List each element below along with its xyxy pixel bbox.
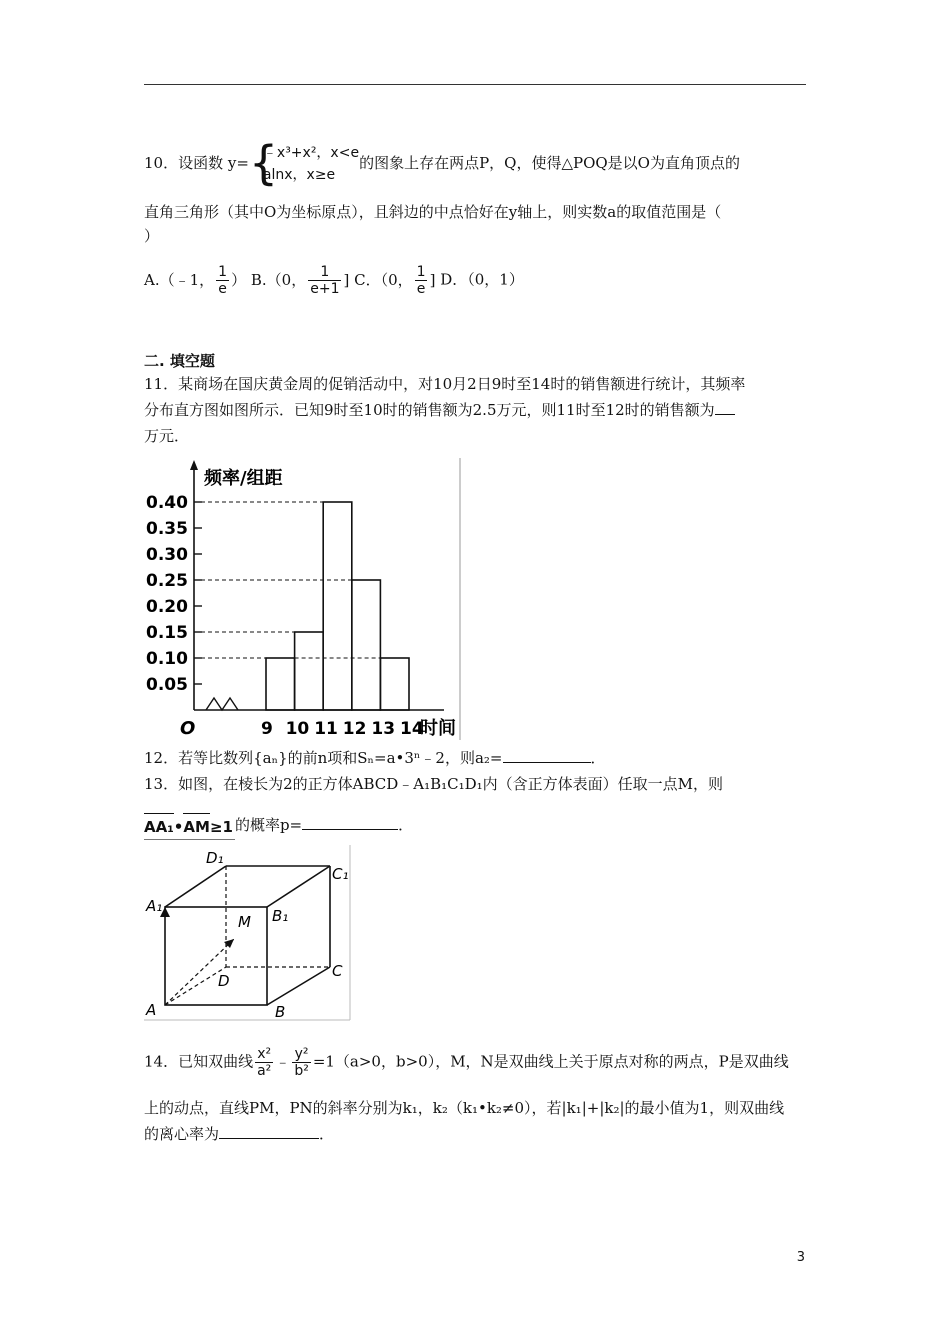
vector-condition: AA₁•AM≥1 [144, 812, 235, 840]
q13-line2: AA₁•AM≥1 的概率p= ． [144, 812, 413, 840]
histogram-bar [352, 580, 381, 710]
q11-line3: 万元． [144, 427, 190, 445]
piecewise-row-1: ﹣x³+x²，x<e [262, 145, 360, 161]
section-title: 二. 填空题 [144, 352, 215, 370]
page-number: 3 [796, 1250, 805, 1265]
y-tick-label: 0.30 [146, 545, 188, 565]
y-axis-title: 频率/组距 [204, 468, 283, 489]
q10-line1 [144, 136, 740, 190]
q10-line2: 直角三角形（其中O为坐标原点），且斜边的中点恰好在y轴上，则实数a的取值范围是（ [144, 203, 722, 221]
vertex-label-d1: D₁ [206, 849, 224, 867]
y-tick-label: 0.35 [146, 519, 188, 539]
y-tick-label: 0.10 [146, 649, 188, 669]
y-tick-label: 0.25 [146, 571, 188, 591]
histogram-chart [144, 458, 462, 740]
answer-blank [715, 400, 735, 415]
vertex-label-a: A [146, 1001, 157, 1019]
fraction-x2-a2: $\frac{\text{x²}}{\text{a²}}$ [257, 1046, 272, 1079]
histogram-bar [323, 502, 352, 710]
vertex-label-b: B [275, 1003, 286, 1021]
y-tick-label: 0.15 [146, 623, 188, 643]
answer-blank [503, 748, 591, 763]
histogram-bar [295, 632, 324, 710]
fraction: $\frac{1}{e}$ [416, 264, 426, 297]
q11-line1: 11．某商场在国庆黄金周的促销活动中，对10月2日9时至14时的销售额进行统计，其频率 [144, 375, 746, 393]
x-tick-label: 14 [400, 719, 424, 739]
vector-aa1: AA₁ [144, 812, 174, 837]
x-tick-label: 13 [371, 719, 396, 739]
q11-line2: 分布直方图如图所示．已知9时至10时的销售额为2.5万元，则11时至12时的销售额为 [144, 400, 735, 420]
y-tick-label: 0.05 [146, 675, 188, 695]
cube-edge [267, 967, 330, 1005]
vertex-label-a1: A₁ [146, 897, 163, 915]
piecewise-function [248, 136, 360, 190]
axis-break [206, 698, 238, 710]
cube-figure [144, 845, 354, 1021]
vector-am: AM [183, 812, 210, 837]
x-tick-label: 11 [314, 719, 338, 739]
x-tick-label: 12 [342, 719, 367, 739]
y-axis-arrow [190, 460, 198, 470]
q10-prefix: 10．设函数 y= [144, 154, 249, 172]
x-axis-title: 时间 [420, 718, 456, 739]
q12-line: 12．若等比数列{aₙ}的前n项和Sₙ=a•3ⁿ﹣2，则a₂= ． [144, 749, 606, 767]
option-b: B.（0， $\frac{1}{e+1}$ ] [250, 264, 350, 297]
x-tick-label: 9 [261, 719, 273, 739]
option-a: A.（﹣1， $\frac{1}{e}$ ） [144, 264, 247, 297]
answer-blank [219, 1124, 319, 1139]
q10-line3: ） [144, 227, 160, 245]
y-tick-label: 0.20 [146, 597, 188, 617]
q13-line1: 13．如图，在棱长为2的正方体ABCD﹣A₁B₁C₁D₁内（含正方体表面）任取一点M，则 [144, 775, 724, 793]
origin-label: O [180, 718, 196, 739]
y-tick-label: 0.40 [146, 493, 188, 513]
piecewise-row-2: alnx，x≥e [262, 167, 336, 183]
vertex-label-c: C [332, 962, 343, 980]
option-c: C．（0， $\frac{1}{e}$ ] [354, 264, 436, 297]
cube-edge [267, 866, 330, 907]
left-brace: { [248, 136, 279, 190]
vertex-label-b1: B₁ [272, 907, 289, 925]
cube-edge [165, 866, 226, 907]
answer-blank [302, 815, 398, 830]
histogram-bar [266, 658, 295, 710]
point-label-m: M [238, 913, 251, 931]
q10-options [144, 264, 524, 297]
q10-suffix: 的图象上存在两点P，Q，使得△POQ是以O为直角顶点的 [359, 154, 740, 172]
cube-hidden-edge [165, 967, 226, 1005]
q14-line2: 上的动点，直线PM，PN的斜率分别为k₁，k₂（k₁•k₂≠0），若|k₁|+|k₂|的最小值为1，则双曲线 [144, 1099, 785, 1117]
option-d: D．（0，1） [440, 270, 524, 289]
header-rule [144, 84, 806, 85]
q14-line1: 14．已知双曲线 $\frac{\text{x²}}{\text{a²}}$ ﹣ $\frac{\text{y²}}{\text{b²}}$ =1（a>0，b>0），M，N是双曲线上关于原点对称的两点，P是双曲线 [144, 1046, 789, 1079]
fraction: $\frac{1}{e}$ [218, 264, 228, 297]
x-tick-label: 10 [285, 719, 310, 739]
vertex-label-d: D [218, 972, 230, 990]
q14-line3: 的离心率为 ． [144, 1125, 335, 1143]
histogram-bar [380, 658, 409, 710]
fraction-y2-b2: $\frac{\text{y²}}{\text{b²}}$ [294, 1046, 309, 1079]
vertex-label-c1: C₁ [332, 865, 349, 883]
fraction: $\frac{1}{e+1}$ [310, 264, 340, 297]
